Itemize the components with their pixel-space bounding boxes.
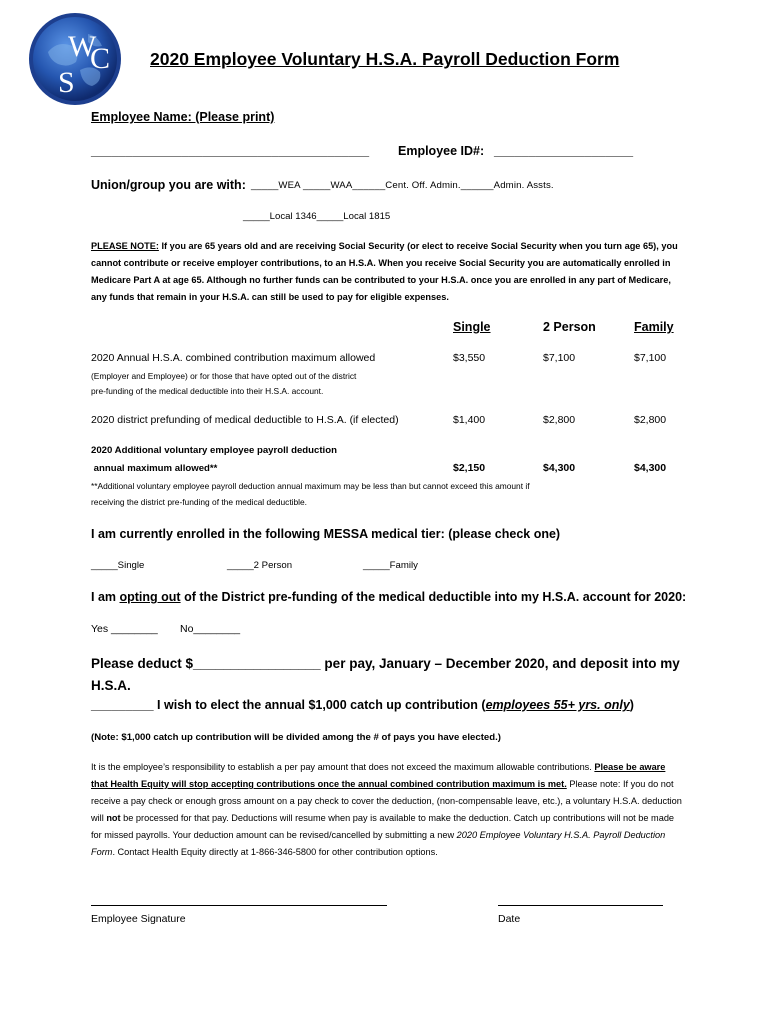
please-note-heading: PLEASE NOTE: — [91, 241, 159, 251]
please-note — [91, 238, 683, 306]
globe-icon — [28, 12, 122, 106]
table-header-2person: 2 Person — [543, 320, 596, 334]
deduct-line2: H.S.A. — [91, 678, 131, 693]
opting-out-heading — [91, 590, 686, 604]
row3-footnote2: receiving the district pre-funding of the medical deductible. — [91, 497, 308, 507]
logo-letter-w: W — [68, 30, 97, 63]
resp-form-name: 2020 Employee Voluntary H.S.A. Payroll Deduction Form — [91, 830, 666, 857]
row1-sub1: (Employer and Employee) or for those that have opted out of the district — [91, 371, 357, 381]
catchup-blank[interactable]: _________ — [91, 698, 154, 712]
employee-name-field[interactable]: ________________________________________ — [91, 144, 370, 158]
row1-family: $7,100 — [634, 352, 667, 364]
tier-option-2person[interactable]: _____2 Person — [227, 560, 293, 571]
signature-label: Employee Signature — [91, 913, 186, 925]
tier-option-family[interactable]: _____Family — [363, 560, 418, 571]
row3-label2: annual maximum allowed** — [91, 463, 218, 474]
date-label: Date — [498, 913, 521, 925]
union-options-row2[interactable]: _____Local 1346_____Local 1815 — [243, 211, 391, 222]
row3-2person: $4,300 — [543, 462, 576, 474]
resp-p2: Please note: If you do not receive a pay check or enough gross amount on a pay check to cover the deduction, (non-compensable leave, etc.), a voluntary H.S.A. deduction will — [91, 779, 682, 823]
row2-single: $1,400 — [453, 414, 486, 426]
row3-footnote1: **Additional voluntary employee payroll deduction annual maximum may be less than but cannot exceed this amount if — [91, 481, 530, 491]
employee-id-field[interactable]: ____________________ — [494, 144, 634, 158]
logo-letter-s: S — [58, 66, 75, 99]
catchup-paren-open: ( — [481, 698, 486, 712]
employee-id-label: Employee ID#: — [398, 144, 485, 158]
resp-warning: Please be aware that Health Equity will stop accepting contributions once the annual combined contribution maximum is met. — [91, 762, 666, 789]
resp-not: not — [106, 813, 121, 823]
catchup-line[interactable] — [91, 698, 634, 712]
tier-heading: I am currently enrolled in the following MESSA medical tier: (please check one) — [91, 527, 561, 541]
union-label: Union/group you are with: — [91, 178, 246, 192]
catchup-text: I wish to elect the annual $1,000 catch up contribution — [153, 698, 482, 712]
row2-family: $2,800 — [634, 414, 667, 426]
catchup-emphasis: employees 55+ yrs. only — [485, 698, 630, 712]
resp-p4: . Contact Health Equity directly at 1-866-346-5800 for other contribution options. — [112, 847, 438, 857]
union-options-row1[interactable]: _____WEA _____WAA______Cent. Off. Admin.______Admin. Assts. — [251, 180, 554, 191]
opting-no-field[interactable]: No________ — [180, 623, 241, 635]
please-note-text: If you are 65 years old and are receiving Social Security (or elect to receive Social Security when you turn age 65), you cannot contribute or receive employer contributions, to an H.S.A. When you receive Social Security you are automatically enrolled in Medicare Part A at age 65. Although no further funds can be contributed to your H.S.A. once you are enrolled in any part of Medicare, any funds that remain in your H.S.A. can still be used to pay for eligible expenses. — [91, 241, 678, 302]
row1-single: $3,550 — [453, 352, 486, 364]
row3-family: $4,300 — [634, 462, 667, 474]
wcs-logo — [28, 12, 122, 106]
opting-underlined: opting out — [119, 590, 181, 604]
resp-p3: be processed for that pay. Deductions will resume when pay is available to make the deduction. Catch up contributions will not be made for missed payrolls. Your deduction amount can be revised/cancelled by submitting a new — [91, 813, 675, 840]
signature-line[interactable] — [91, 905, 387, 906]
row1-label: 2020 Annual H.S.A. combined contribution maximum allowed — [91, 352, 376, 364]
catchup-note: (Note: $1,000 catch up contribution will be divided among the # of pays you have elected.) — [91, 732, 501, 743]
logo-letter-c: C — [90, 42, 111, 75]
responsibility-paragraph — [91, 759, 683, 861]
tier-option-single[interactable]: _____Single — [91, 560, 145, 571]
row3-single: $2,150 — [453, 462, 486, 474]
row1-sub2: pre-funding of the medical deductible into their H.S.A. account. — [91, 386, 324, 396]
row3-label1: 2020 Additional voluntary employee payroll deduction — [91, 445, 337, 456]
page-title: 2020 Employee Voluntary H.S.A. Payroll Deduction Form — [150, 49, 620, 69]
employee-name-label: Employee Name: (Please print) — [91, 110, 275, 124]
resp-p1: It is the employee’s responsibility to establish a per pay amount that does not exceed the maximum allowable contributions. — [91, 762, 595, 772]
deduct-line1[interactable]: Please deduct $_________________ per pay, January – December 2020, and deposit into my — [91, 656, 680, 671]
table-header-family: Family — [634, 320, 674, 334]
opting-post: of the District pre-funding of the medical deductible into my H.S.A. account for 2020: — [180, 590, 687, 604]
row2-2person: $2,800 — [543, 414, 576, 426]
catchup-paren-close: ) — [629, 698, 634, 712]
row2-label: 2020 district prefunding of medical deductible to H.S.A. (if elected) — [91, 414, 399, 426]
opting-pre: I am — [91, 590, 120, 604]
opting-yes-field[interactable]: Yes ________ — [91, 623, 158, 635]
date-line[interactable] — [498, 905, 663, 906]
row1-2person: $7,100 — [543, 352, 576, 364]
table-header-single: Single — [453, 320, 491, 334]
